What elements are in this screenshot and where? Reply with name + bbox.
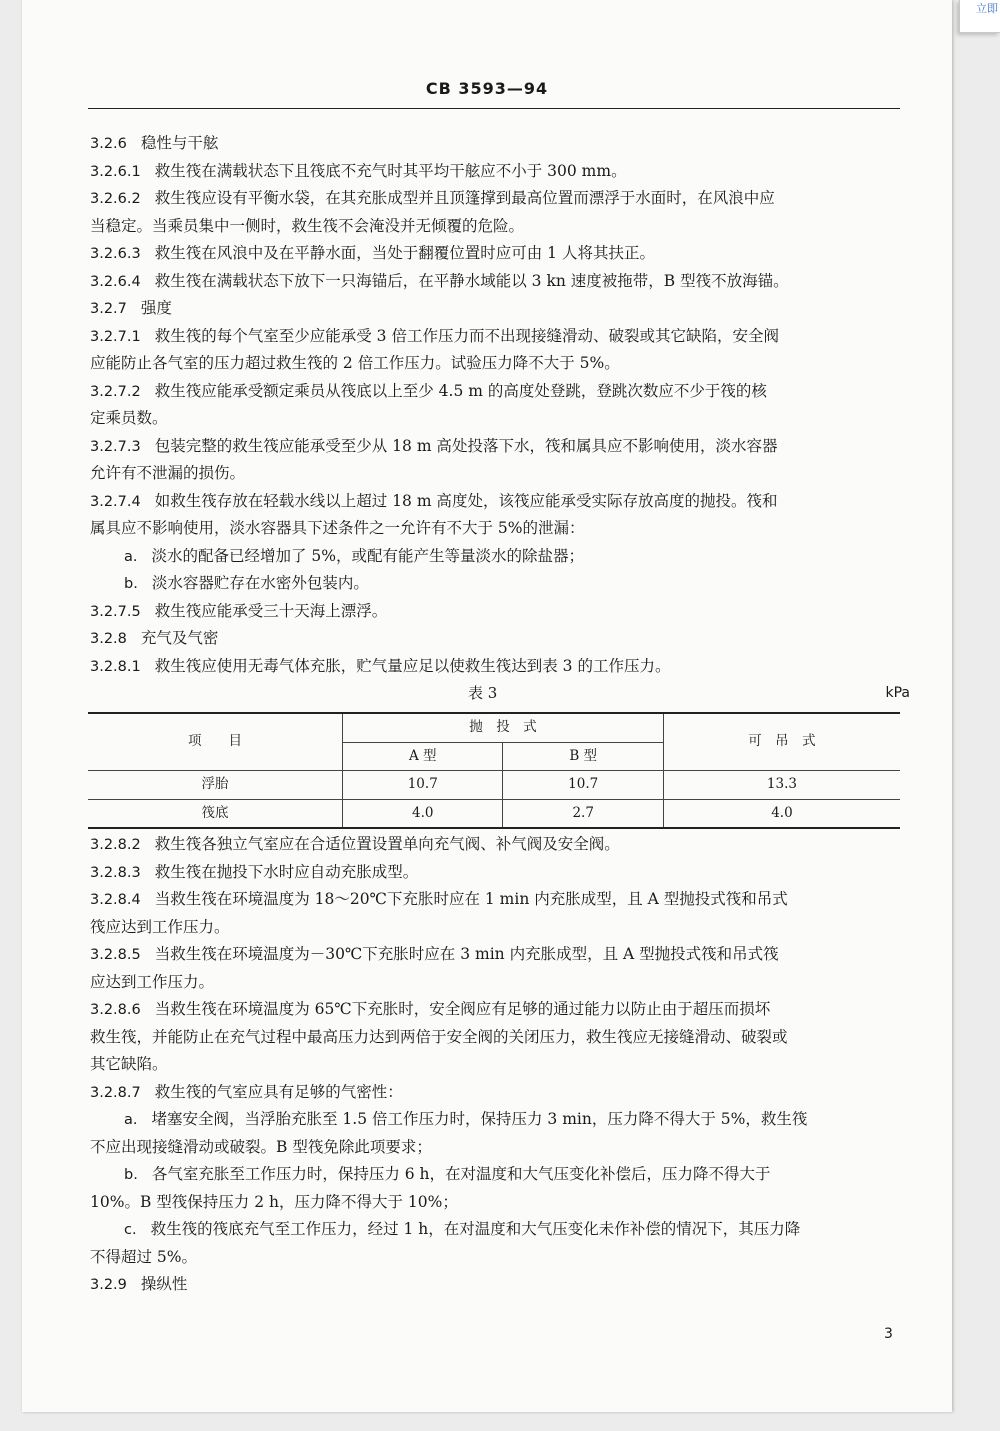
text-line [88,1134,900,1162]
clause-number: 3.2.8.5 [90,947,141,963]
clause-text: 各气室充胀至工作压力时，保持压力 6 h，在对温度和大气压变化补偿后，压力降不得大于 [151,1165,771,1183]
corner-button[interactable] [959,0,1000,33]
text-line [88,653,900,681]
text-line [88,941,900,969]
clause-text: 如救生筏存放在轻载水线以上超过 18 m 高度处，该筏应能承受实际存放高度的抛投。筏和 [154,491,778,510]
clause-text: 救生筏各独立气室应在合适位置设置单向充气阀、补气阀及安全阀。 [154,835,620,853]
section-text-before-table [88,130,900,680]
cell-b: 10.7 [503,771,663,800]
clause-number: 3.2.8.6 [90,1002,141,1018]
clause-text: 救生筏在满载状态下且筏底不充气时其平均干舷应不小于 300 mm。 [154,161,627,180]
clause-text: 救生筏的气室应具有足够的气密性： [154,1082,403,1101]
table-header-row [88,713,900,742]
corner-button-label: 立即 [976,2,998,15]
table-row [88,799,900,828]
clause-number: 3.2.6.4 [90,273,141,290]
text-line [88,1271,900,1299]
text-line [88,859,900,887]
clause-number: c. [124,1222,137,1238]
text-line [88,488,900,516]
text-line [88,460,900,488]
cell-davit: 4.0 [663,799,900,828]
cell-b: 2.7 [503,799,663,828]
clause-text: 属具应不影响使用，淡水容器具下述条件之一允许有不大于 5%的泄漏： [90,519,585,537]
header-throw-type: 抛 投 式 [343,713,664,742]
header-rule [88,108,900,109]
clause-text: 堵塞安全阀，当浮胎充胀至 1.5 倍工作压力时，保持压力 3 min，压力降不得大于 5%，救生筏 [151,1110,808,1128]
clause-number: 3.2.7.2 [90,383,141,400]
text-line [88,996,900,1024]
text-line [88,969,900,997]
text-line [88,185,900,213]
document-page [22,0,952,1412]
clause-number: 3.2.6.3 [90,246,141,262]
clause-text: 其它缺陷。 [90,1055,168,1073]
clause-number: 3.2.6 [90,136,127,152]
clause-number: 3.2.7.5 [90,603,141,620]
header-item: 项 目 [188,733,243,750]
clause-text: 当稳定。当乘员集中一侧时，救生筏不会淹没并无倾覆的危险。 [90,216,525,235]
clause-text: 救生筏的筏底充气至工作压力，经过 1 h，在对温度和大气压变化未作补偿的情况下，其压力降 [150,1220,801,1238]
text-line [88,268,900,296]
text-line [88,1161,900,1189]
pressure-table [88,712,900,829]
text-line [88,378,900,406]
page-header: CB 3593—94 [425,79,549,98]
cell-davit: 13.3 [663,771,900,800]
clause-text: 救生筏应能承受三十天海上漂浮。 [154,601,388,620]
cell-a: 4.0 [343,799,503,828]
page-number: 3 [884,1326,893,1342]
clause-number: 3.2.6.1 [90,163,141,180]
clause-number: b. [124,1167,138,1183]
text-line [88,130,900,158]
clause-text: 不应出现接缝滑动或破裂。B 型筏免除此项要求； [90,1137,432,1156]
clause-text: 应能防止各气室的压力超过救生筏的 2 倍工作压力。试验压力降不大于 5%。 [90,354,620,372]
text-line [88,570,900,598]
clause-text: 救生筏的每个气室至少应能承受 3 倍工作压力而不出现接缝滑动、破裂或其它缺陷，安全阀 [154,326,779,345]
text-line [88,831,900,859]
clause-text: 强度 [140,299,172,317]
clause-text: 10%。B 型筏保持压力 2 h，压力降不得大于 10%； [90,1192,458,1211]
text-line [88,515,900,543]
clause-number: 3.2.9 [90,1277,127,1293]
clause-text: 淡水的配备已经增加了 5%，或配有能产生等量淡水的除盐器； [151,546,585,565]
clause-text: 救生筏在风浪中及在平静水面，当处于翻覆位置时应可由 1 人将其扶正。 [154,244,655,262]
clause-text: 稳性与干舷 [140,134,219,152]
header-davit-type: 可 吊 式 [663,713,900,771]
clause-text: 当救生筏在环境温度为 65℃下充胀时，安全阀应有足够的通过能力以防止由于超压而损坏 [154,1000,771,1018]
clause-text: 筏应达到工作压力。 [90,917,230,936]
clause-text: 不得超过 5%。 [90,1247,198,1266]
text-line [88,886,900,914]
clause-text: 应达到工作压力。 [90,972,215,991]
text-line [88,213,900,241]
clause-number: 3.2.7.3 [90,438,141,455]
clause-number: 3.2.6.2 [90,191,141,207]
text-line [88,240,900,268]
clause-text: 操纵性 [140,1275,188,1293]
text-line [88,1051,900,1079]
row-label: 浮胎 [88,771,343,800]
section-text-after-table [88,831,900,1299]
clause-text: 救生筏应能承受额定乘员从筏底以上至少 4.5 m 的高度处登跳，登跳次数应不少于筏的核 [154,381,767,400]
text-line [88,1079,900,1107]
text-line [88,1106,900,1134]
clause-number: b. [124,576,138,592]
text-line [88,1216,900,1244]
row-label: 筏底 [88,799,343,828]
text-line [88,295,900,323]
text-line [88,405,900,433]
clause-text: 包装完整的救生筏应能承受至少从 18 m 高处投落下水，筏和属具应不影响使用，淡水容器 [154,436,778,455]
clause-number: 3.2.8.2 [90,837,141,853]
header-type-a: A 型 [343,742,503,771]
header-type-b: B 型 [503,742,663,771]
clause-number: a. [124,1112,138,1128]
table-unit: kPa [885,685,910,701]
clause-number: 3.2.8.4 [90,892,141,908]
clause-number: 3.2.8.3 [90,864,141,881]
clause-number: 3.2.7.4 [90,493,141,510]
clause-number: 3.2.8.7 [90,1084,141,1101]
text-line [88,625,900,653]
clause-number: 3.2.7.1 [90,328,141,345]
clause-number: a. [124,548,138,565]
text-line [88,350,900,378]
text-line [88,1189,900,1217]
text-line [88,598,900,626]
clause-text: 淡水容器贮存在水密外包装内。 [151,574,369,592]
table-title: 表 3 [468,684,498,702]
text-line [88,433,900,461]
text-line [88,1244,900,1272]
clause-text: 定乘员数。 [90,409,168,427]
page-body [88,130,910,1299]
clause-text: 当救生筏在环境温度为－30℃下充胀时应在 3 min 内充胀成型，且 A 型抛投式筏和吊式筏 [154,945,779,963]
clause-text: 允许有不泄漏的损伤。 [90,464,246,482]
table-caption [88,680,910,708]
clause-number: 3.2.8.1 [90,658,141,675]
text-line [88,914,900,942]
clause-text: 救生筏在满载状态下放下一只海锚后，在平静水域能以 3 kn 速度被拖带，B 型筏不放海锚。 [154,271,789,290]
text-line [88,543,900,571]
clause-number: 3.2.8 [90,631,127,647]
clause-text: 救生筏应设有平衡水袋，在其充胀成型并且顶篷撑到最高位置而漂浮于水面时，在风浪中应 [154,189,775,207]
table-row [88,771,900,800]
clause-text: 救生筏在抛投下水时应自动充胀成型。 [154,862,419,881]
clause-text: 救生筏，并能防止在充气过程中最高压力达到两倍于安全阀的关闭压力，救生筏应无接缝滑动、破裂或 [90,1027,788,1046]
clause-text: 当救生筏在环境温度为 18～20℃下充胀时应在 1 min 内充胀成型，且 A 型抛投式筏和吊式 [154,890,788,908]
text-line [88,1024,900,1052]
clause-text: 救生筏应使用无毒气体充胀，贮气量应足以使救生筏达到表 3 的工作压力。 [154,656,671,675]
cell-a: 10.7 [343,771,503,800]
text-line [88,158,900,186]
text-line [88,323,900,351]
clause-number: 3.2.7 [90,301,127,317]
clause-text: 充气及气密 [140,629,219,647]
